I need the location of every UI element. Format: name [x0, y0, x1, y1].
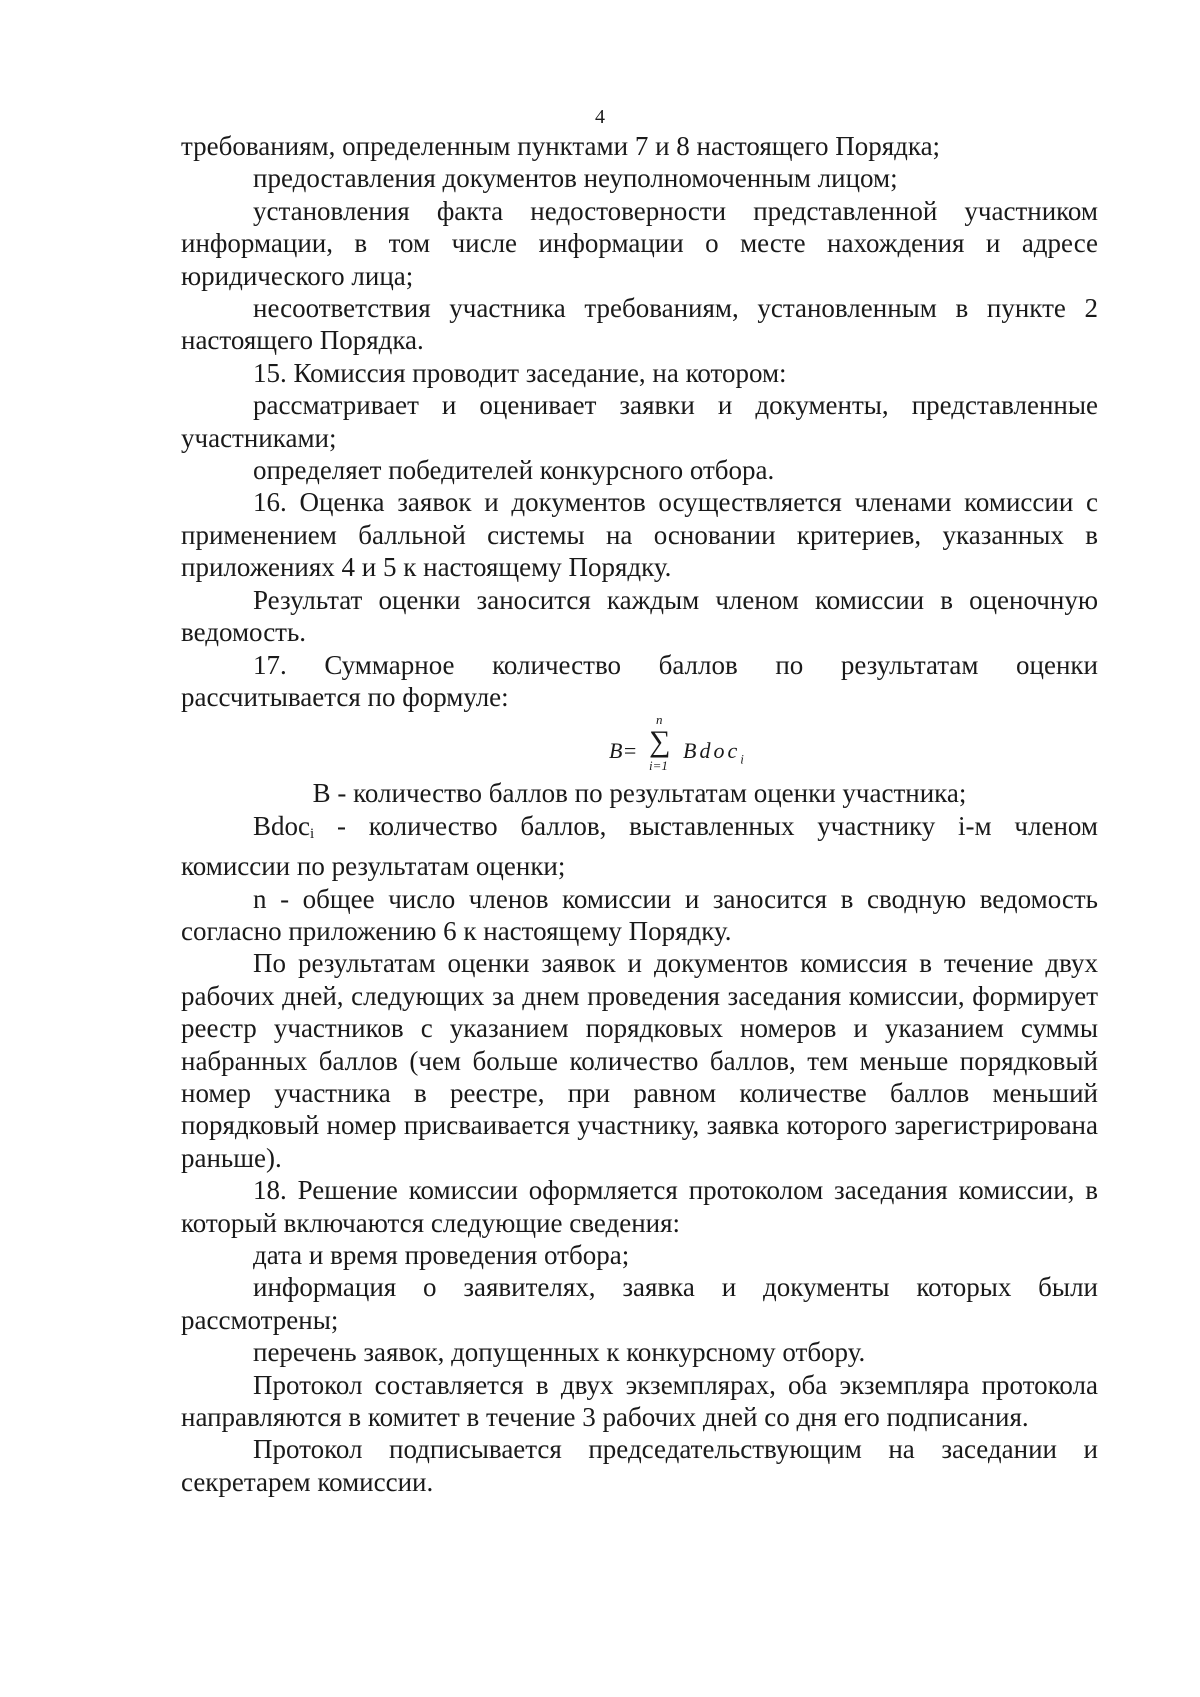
paragraph-item-16: 16. Оценка заявок и документов осуществляется членами комиссии с применением балльной системы на основании критериев, указанных в приложениях 4 и 5 к настоящему Порядку. [181, 487, 1098, 583]
paragraph-continuation: требованиям, определенным пунктами 7 и 8 настоящего Порядка; [181, 131, 941, 161]
formula-lhs: B= [609, 738, 638, 764]
score-formula [181, 713, 1098, 777]
paragraph-admitted-list: перечень заявок, допущенных к конкурсному отбору. [253, 1337, 866, 1368]
paragraph-false-information: установления факта недостоверности представленной участником информации, в том числе информации о месте нахождения и адресе юридического лица; [181, 195, 1098, 291]
page-number: 4 [595, 106, 605, 128]
formula-upper-limit: n [656, 712, 663, 728]
paragraph-date-time: дата и время проведения отбора; [253, 1240, 630, 1270]
paragraph-protocol-signing: Протокол подписывается председательствующим на заседании и секретарем комиссии. [181, 1434, 1098, 1497]
paragraph-item-15: 15. Комиссия проводит заседание, на котором: [253, 357, 787, 388]
paragraph-b-definition: В - количество баллов по результатам оценки участника; [312, 778, 967, 809]
bdoc-description: - количество баллов, выставленных участнику i-м членом комиссии по результатам оценки; [181, 810, 1098, 882]
bdoc-label: Bdoc [253, 810, 310, 841]
paragraph-reviews-applications: рассматривает и оценивает заявки и документы, представленные участниками; [181, 390, 1098, 453]
paragraph-item-18: 18. Решение комиссии оформляется протоколом заседания комиссии, в который включаются следующие сведения: [181, 1175, 1098, 1238]
paragraph-registry: По результатам оценки заявок и документов комиссия в течение двух рабочих дней, следующих за днем проведения заседания комиссии, формирует реестр участников с указанием порядковых номеров и указанием суммы набранных баллов (чем больше количество баллов, тем меньше порядковый номер участника в реестре, при равном количестве баллов меньший порядковый номер присваивается участнику, заявка которого зарегистрирована раньше). [181, 948, 1098, 1173]
formula-term-text: Bdoc [683, 738, 741, 764]
document-body [181, 130, 1098, 1498]
paragraph-evaluation-result: Результат оценки заносится каждым членом комиссии в оценочную ведомость. [181, 584, 1098, 648]
sum-symbol: ∑ [649, 725, 671, 759]
bdoc-subscript: i [310, 825, 315, 842]
paragraph-protocol-copies: Протокол составляется в двух экземплярах, оба экземпляра протокола направляются в комитет в течение 3 рабочих дней со дня его подписания. [181, 1369, 1098, 1433]
paragraph-bdoc-definition [181, 810, 1098, 883]
paragraph-item-17: 17. Суммарное количество баллов по результатам оценки рассчитывается по формуле: [181, 649, 1098, 712]
formula-term [683, 735, 744, 776]
paragraph-n-definition: n - общее число членов комиссии и заносится в сводную ведомость согласно приложению 6 к настоящему Порядку. [181, 883, 1098, 946]
formula-lower-limit: i=1 [649, 758, 668, 774]
paragraph-determines-winners: определяет победителей конкурсного отбора. [253, 455, 775, 486]
paragraph-unauthorized-person: предоставления документов неуполномоченным лицом; [253, 163, 898, 194]
formula-term-subscript: i [740, 751, 744, 767]
paragraph-noncompliance: несоответствия участника требованиям, установленным в пункте 2 настоящего Порядка. [181, 293, 1098, 356]
paragraph-applicants-info: информация о заявителях, заявка и документы которых были рассмотрены; [181, 1272, 1098, 1335]
